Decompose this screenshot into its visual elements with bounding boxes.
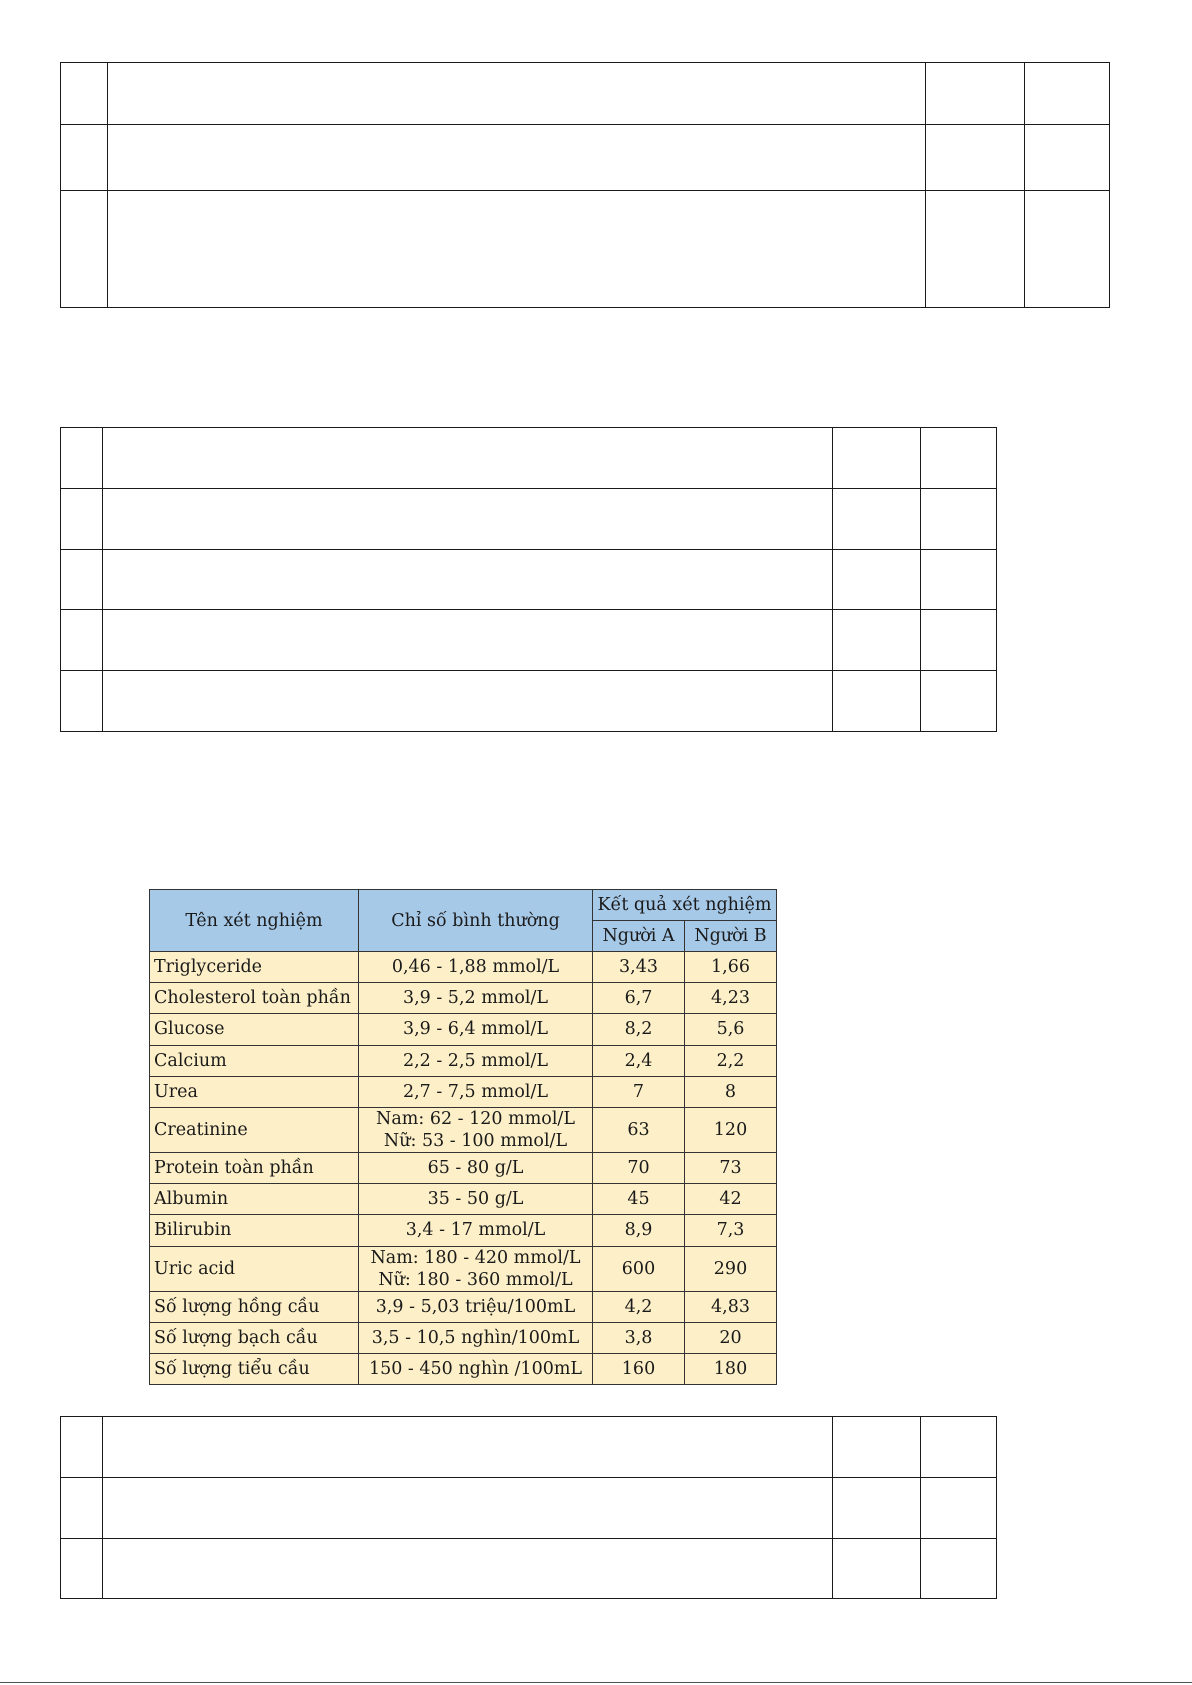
lab-row xyxy=(150,1291,777,1322)
test-name: Uric acid xyxy=(150,1246,359,1291)
result-a: 3,8 xyxy=(593,1322,685,1353)
answer-grid-3 xyxy=(60,1416,997,1599)
result-b: 73 xyxy=(685,1152,777,1183)
range-female: Nữ: 53 - 100 mmol/L xyxy=(383,1130,568,1151)
grid-cell-false xyxy=(921,550,997,610)
grid-cell-false xyxy=(921,428,997,489)
lab-row xyxy=(150,1322,777,1353)
answer-grid-row xyxy=(61,63,1110,125)
result-b: 290 xyxy=(685,1246,777,1291)
grid-cell-statement xyxy=(103,610,833,671)
result-a: 2,4 xyxy=(593,1045,685,1076)
answer-grid-row xyxy=(61,550,997,610)
grid-cell-statement xyxy=(103,489,833,550)
lab-row xyxy=(150,1246,777,1291)
lab-row xyxy=(150,1107,777,1152)
range-female: Nữ: 180 - 360 mmol/L xyxy=(378,1269,573,1290)
normal-range: 2,2 - 2,5 mmol/L xyxy=(359,1045,593,1076)
grid-cell-number xyxy=(61,550,103,610)
grid-cell-number xyxy=(61,1478,103,1539)
grid-cell-statement xyxy=(108,191,926,308)
grid-cell-true xyxy=(833,550,921,610)
result-a: 4,2 xyxy=(593,1291,685,1322)
grid-cell-number xyxy=(61,191,108,308)
grid-cell-false xyxy=(1025,125,1110,191)
normal-range: 65 - 80 g/L xyxy=(359,1152,593,1183)
test-name: Số lượng bạch cầu xyxy=(150,1322,359,1353)
lab-row xyxy=(150,1184,777,1215)
result-b: 42 xyxy=(685,1184,777,1215)
result-b: 20 xyxy=(685,1322,777,1353)
answer-grid-row xyxy=(61,610,997,671)
grid-cell-false xyxy=(921,489,997,550)
normal-range: 2,7 - 7,5 mmol/L xyxy=(359,1076,593,1107)
answer-grid-2 xyxy=(60,427,997,732)
grid-cell-number xyxy=(61,63,108,125)
grid-cell-false xyxy=(921,1417,997,1478)
grid-cell-false xyxy=(921,610,997,671)
grid-cell-statement xyxy=(103,1417,833,1478)
normal-range: 3,5 - 10,5 nghìn/100mL xyxy=(359,1322,593,1353)
result-a: 45 xyxy=(593,1184,685,1215)
grid-cell-true xyxy=(833,1417,921,1478)
result-b: 120 xyxy=(685,1107,777,1152)
range-male: Nam: 180 - 420 mmol/L xyxy=(370,1247,581,1268)
grid-cell-statement xyxy=(103,671,833,732)
grid-cell-statement xyxy=(108,63,926,125)
lab-row xyxy=(150,1353,777,1384)
header-normal-range: Chỉ số bình thường xyxy=(359,890,593,952)
test-name: Số lượng tiểu cầu xyxy=(150,1353,359,1384)
test-name: Protein toàn phần xyxy=(150,1152,359,1183)
answer-grid-row xyxy=(61,1539,997,1599)
grid-cell-true xyxy=(926,191,1025,308)
test-name: Cholesterol toàn phần xyxy=(150,983,359,1014)
answer-grid-row xyxy=(61,1478,997,1539)
result-b: 180 xyxy=(685,1353,777,1384)
grid-cell-true xyxy=(833,610,921,671)
grid-cell-false xyxy=(1025,191,1110,308)
result-a: 6,7 xyxy=(593,983,685,1014)
normal-range: 35 - 50 g/L xyxy=(359,1184,593,1215)
result-a: 3,43 xyxy=(593,952,685,983)
grid-cell-false xyxy=(921,671,997,732)
grid-cell-statement xyxy=(103,1539,833,1599)
grid-cell-false xyxy=(921,1478,997,1539)
grid-cell-true xyxy=(926,63,1025,125)
result-b: 2,2 xyxy=(685,1045,777,1076)
lab-row xyxy=(150,1215,777,1246)
grid-cell-statement xyxy=(103,550,833,610)
result-b: 5,6 xyxy=(685,1014,777,1045)
grid-cell-false xyxy=(1025,63,1110,125)
normal-range: 150 - 450 nghìn /100mL xyxy=(359,1353,593,1384)
result-b: 4,83 xyxy=(685,1291,777,1322)
answer-grid-row xyxy=(61,191,1110,308)
normal-range: 3,9 - 5,03 triệu/100mL xyxy=(359,1291,593,1322)
header-person-b: Người B xyxy=(685,921,777,952)
answer-grid-row xyxy=(61,125,1110,191)
test-name: Creatinine xyxy=(150,1107,359,1152)
answer-grid-1 xyxy=(60,62,1110,308)
lab-row xyxy=(150,1152,777,1183)
grid-cell-number xyxy=(61,671,103,732)
grid-cell-true xyxy=(833,671,921,732)
grid-cell-number xyxy=(61,489,103,550)
normal-range: 3,4 - 17 mmol/L xyxy=(359,1215,593,1246)
answer-grid-row xyxy=(61,1417,997,1478)
range-male: Nam: 62 - 120 mmol/L xyxy=(376,1108,575,1129)
grid-cell-number xyxy=(61,1417,103,1478)
result-b: 7,3 xyxy=(685,1215,777,1246)
test-name: Triglyceride xyxy=(150,952,359,983)
test-name: Bilirubin xyxy=(150,1215,359,1246)
normal-range: 3,9 - 5,2 mmol/L xyxy=(359,983,593,1014)
test-name: Urea xyxy=(150,1076,359,1107)
result-a: 160 xyxy=(593,1353,685,1384)
answer-grid-row xyxy=(61,489,997,550)
lab-row xyxy=(150,1076,777,1107)
result-b: 1,66 xyxy=(685,952,777,983)
result-b: 8 xyxy=(685,1076,777,1107)
grid-cell-true xyxy=(833,489,921,550)
result-a: 8,2 xyxy=(593,1014,685,1045)
grid-cell-number xyxy=(61,610,103,671)
test-name: Số lượng hồng cầu xyxy=(150,1291,359,1322)
header-person-a: Người A xyxy=(593,921,685,952)
grid-cell-true xyxy=(833,428,921,489)
result-a: 600 xyxy=(593,1246,685,1291)
grid-cell-true xyxy=(833,1478,921,1539)
lab-row xyxy=(150,1014,777,1045)
grid-cell-statement xyxy=(108,125,926,191)
normal-range: 0,46 - 1,88 mmol/L xyxy=(359,952,593,983)
result-a: 8,9 xyxy=(593,1215,685,1246)
lab-header-row xyxy=(150,890,777,921)
lab-row xyxy=(150,983,777,1014)
normal-range: 3,9 - 6,4 mmol/L xyxy=(359,1014,593,1045)
grid-cell-statement xyxy=(103,428,833,489)
test-name: Calcium xyxy=(150,1045,359,1076)
answer-grid-row xyxy=(61,671,997,732)
grid-cell-true xyxy=(833,1539,921,1599)
grid-cell-statement xyxy=(103,1478,833,1539)
page-bottom-rule xyxy=(0,1682,1192,1683)
result-a: 63 xyxy=(593,1107,685,1152)
grid-cell-true xyxy=(926,125,1025,191)
result-b: 4,23 xyxy=(685,983,777,1014)
normal-range xyxy=(359,1107,593,1152)
grid-cell-false xyxy=(921,1539,997,1599)
grid-cell-number xyxy=(61,1539,103,1599)
grid-cell-number xyxy=(61,125,108,191)
test-name: Glucose xyxy=(150,1014,359,1045)
grid-cell-number xyxy=(61,428,103,489)
lab-results-table xyxy=(149,889,777,1385)
header-test-name: Tên xét nghiệm xyxy=(150,890,359,952)
header-result-group: Kết quả xét nghiệm xyxy=(593,890,777,921)
result-a: 7 xyxy=(593,1076,685,1107)
test-name: Albumin xyxy=(150,1184,359,1215)
result-a: 70 xyxy=(593,1152,685,1183)
lab-row xyxy=(150,1045,777,1076)
lab-row xyxy=(150,952,777,983)
answer-grid-row xyxy=(61,428,997,489)
normal-range xyxy=(359,1246,593,1291)
